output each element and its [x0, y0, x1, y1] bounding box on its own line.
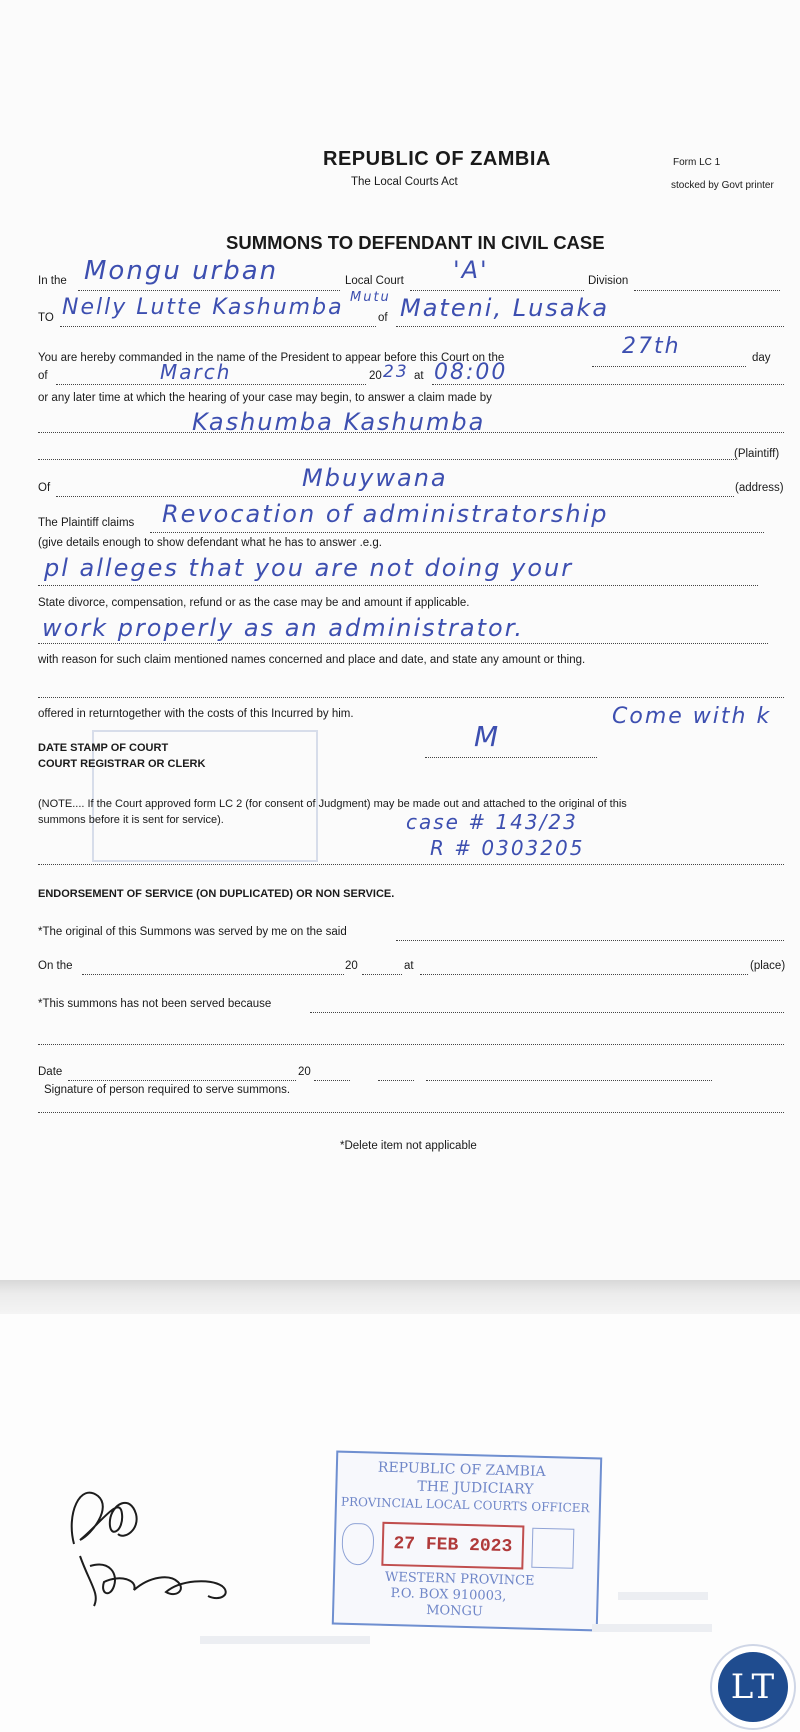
claim-hand: Revocation of administratorship — [162, 500, 609, 528]
plaintiff-claims-label: The Plaintiff claims — [38, 517, 135, 529]
form-title: SUMMONS TO DEFENDANT IN CIVIL CASE — [226, 232, 605, 253]
year-20-label: 20 — [345, 960, 358, 972]
division-line — [410, 290, 584, 291]
time-hand: 08:00 — [434, 360, 508, 385]
on-the-label: On the — [38, 960, 73, 972]
defendant-hand: Nelly Lutte Kashumba — [62, 295, 344, 320]
month-hand: March — [160, 360, 232, 384]
date-year-line — [314, 1080, 350, 1081]
division-tail-line — [634, 290, 780, 291]
any-later-text: or any later time at which the hearing of your case may begin, to answer a claim made by — [38, 392, 492, 404]
form-id: Form LC 1 — [673, 157, 721, 168]
year-hand: 23 — [383, 362, 409, 382]
registrar-label: COURT REGISTRAR OR CLERK — [38, 758, 206, 770]
date-stamp-label: DATE STAMP OF COURT — [38, 742, 169, 754]
stamp-line-5: P.O. BOX 910003, — [390, 1586, 507, 1605]
plaintiff-address-hand: Mbuywana — [302, 464, 448, 492]
date-label: Date — [38, 1066, 63, 1078]
offered-text: offered in returntogether with the costs of this Incurred by him. — [38, 708, 354, 720]
defendant-address-hand: Mateni, Lusaka — [400, 294, 610, 322]
day-label: day — [752, 352, 771, 364]
endorsement-title: ENDORSEMENT OF SERVICE (ON DUPLICATED) OR NON SERVICE. — [38, 888, 395, 900]
at2-label: at — [404, 960, 414, 972]
commanded-text: You are hereby commanded in the name of the President to appear before this Court on the — [38, 352, 505, 364]
header-title: REPUBLIC OF ZAMBIA — [323, 148, 551, 170]
plaintiff-hand: Kashumba Kashumba — [192, 408, 486, 436]
come-with-hand: Come with k — [612, 704, 772, 729]
stamp-line-4: WESTERN PROVINCE — [384, 1569, 535, 1589]
court-name-line — [78, 290, 340, 291]
stamp-line-2: THE JUDICIARY — [417, 1478, 534, 1498]
signature-text: Signature of person required to serve summons. — [44, 1084, 291, 1096]
header-subtitle: The Local Courts Act — [351, 176, 458, 188]
plaintiff-address-line — [56, 496, 734, 497]
note-text-2: summons before it is sent for service). — [38, 814, 224, 826]
address-label: (address) — [735, 482, 784, 494]
date-20-label: 20 — [298, 1066, 311, 1078]
with-reason-text: with reason for such claim mentioned names concerned and place and date, and state any amount or thing. — [38, 654, 586, 666]
division-label: Division — [588, 275, 629, 287]
note-text-1: (NOTE.... If the Court approved form LC 2 (for consent of Judgment) may be made out and attached to the original of this — [38, 798, 627, 810]
initials-hand: M — [474, 720, 501, 753]
receipt-number-hand: R # 0303205 — [430, 836, 585, 860]
place-line — [420, 974, 748, 975]
at-label: at — [414, 370, 424, 382]
detail-line-2 — [38, 643, 768, 644]
detail-hand-1: pl alleges that you are not doing your — [44, 554, 574, 582]
served-text: *The original of this Summons was served by me on the said — [38, 926, 347, 938]
state-divorce-text: State divorce, compensation, refund or as the case may be and amount if applicable. — [38, 597, 470, 609]
defendant-address-line — [396, 326, 784, 327]
lt-logo-text: LT — [718, 1652, 788, 1722]
judiciary-stamp — [332, 1451, 602, 1632]
year-prefix: 20 — [369, 370, 382, 382]
stamp-page — [0, 1314, 800, 1732]
registrar-signature-line — [425, 757, 597, 758]
reason-line — [38, 697, 784, 698]
stamp-line-6: MONGU — [425, 1602, 484, 1620]
not-served-text: *This summons has not been served because — [38, 998, 272, 1010]
detail-line-1 — [38, 585, 758, 586]
court-name-hand: Mongu urban — [84, 256, 279, 286]
bleed-through-mark — [592, 1624, 712, 1632]
month-line — [56, 384, 366, 385]
date-line — [68, 1080, 296, 1081]
page-separator — [0, 1280, 800, 1314]
day-hand: 27th — [622, 334, 681, 359]
bleed-through-mark — [618, 1592, 708, 1600]
defendant-of-hand: Mutu — [350, 290, 391, 305]
date-extra-line — [378, 1080, 414, 1081]
local-court-label: Local Court — [345, 275, 404, 287]
on-the-line — [82, 974, 344, 975]
plaintiff-label: (Plaintiff) — [734, 448, 780, 460]
day-line — [592, 366, 746, 367]
final-line — [38, 1112, 784, 1113]
signature-scribble — [60, 1474, 260, 1614]
delete-note: *Delete item not applicable — [340, 1140, 477, 1152]
lt-logo-badge[interactable] — [712, 1646, 794, 1728]
coat-of-arms-icon — [341, 1523, 374, 1566]
place-label: (place) — [750, 960, 786, 972]
plaintiff-line-1 — [38, 432, 784, 433]
printer-note: stocked by Govt printer — [671, 180, 774, 191]
stamp-line-1: REPUBLIC OF ZAMBIA — [377, 1459, 546, 1481]
in-the-label: In the — [38, 275, 67, 287]
bleed-through-mark — [200, 1636, 370, 1644]
to-label: TO — [38, 312, 54, 324]
claim-line — [150, 532, 764, 533]
month-of-label: of — [38, 370, 48, 382]
signature-line — [426, 1080, 712, 1081]
detail-hand-2: work properly as an administrator. — [42, 614, 524, 642]
give-details-text: (give details enough to show defendant what he has to answer .e.g. — [38, 537, 382, 549]
not-served-line — [310, 1012, 784, 1013]
plaintiff-of-label: Of — [38, 482, 51, 494]
not-served-line-2 — [38, 1044, 784, 1045]
served-line — [396, 940, 784, 941]
case-number-hand: case # 143/23 — [406, 810, 578, 834]
stamp-line-3: PROVINCIAL LOCAL COURTS OFFICER — [340, 1494, 590, 1516]
defendant-line — [60, 326, 376, 327]
plaintiff-line-2 — [38, 459, 736, 460]
stamp-box — [531, 1528, 574, 1569]
note-line — [38, 864, 784, 865]
stamp-date: 27 FEB 2023 — [381, 1522, 524, 1570]
year-line — [362, 974, 402, 975]
of-label: of — [378, 312, 388, 324]
division-hand: 'A' — [453, 256, 489, 284]
